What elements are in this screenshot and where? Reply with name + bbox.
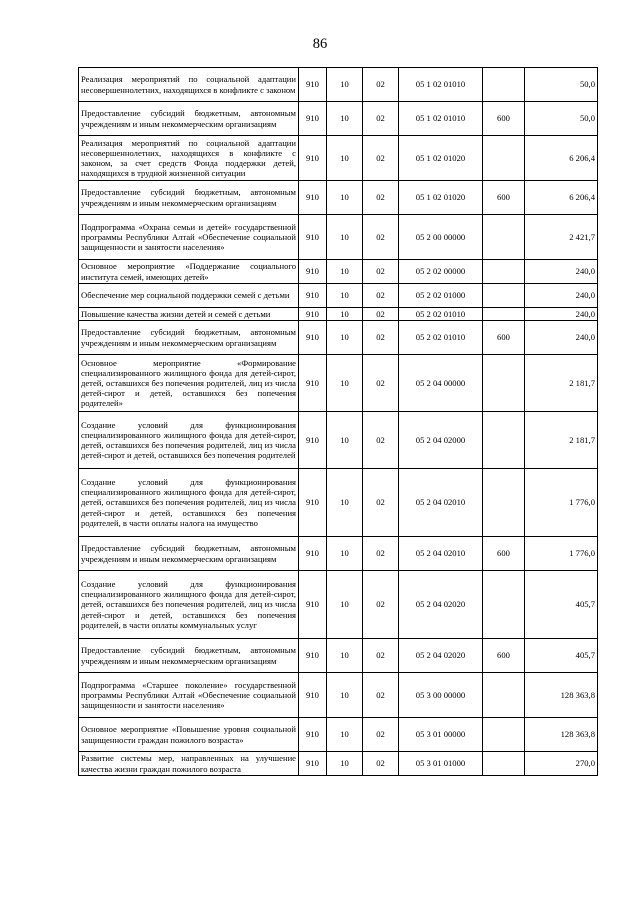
subsection-code: 02 bbox=[363, 355, 399, 412]
table-row bbox=[79, 102, 598, 136]
expense-type bbox=[483, 571, 525, 639]
admin-code: 910 bbox=[299, 102, 327, 136]
expense-type bbox=[483, 308, 525, 321]
subsection-code: 02 bbox=[363, 673, 399, 718]
table-row bbox=[79, 260, 598, 284]
admin-code: 910 bbox=[299, 284, 327, 308]
section-code: 10 bbox=[327, 752, 363, 776]
section-code: 10 bbox=[327, 412, 363, 469]
subsection-code: 02 bbox=[363, 284, 399, 308]
amount: 240,0 bbox=[525, 321, 598, 355]
subsection-code: 02 bbox=[363, 469, 399, 537]
expense-type bbox=[483, 215, 525, 260]
subsection-code: 02 bbox=[363, 215, 399, 260]
table-row bbox=[79, 752, 598, 776]
admin-code: 910 bbox=[299, 321, 327, 355]
amount: 6 206,4 bbox=[525, 136, 598, 181]
amount: 2 421,7 bbox=[525, 215, 598, 260]
section-code: 10 bbox=[327, 537, 363, 571]
admin-code: 910 bbox=[299, 355, 327, 412]
row-name: Обеспечение мер социальной поддержки семей с детьми bbox=[79, 284, 299, 308]
section-code: 10 bbox=[327, 181, 363, 215]
section-code: 10 bbox=[327, 571, 363, 639]
amount: 128 363,8 bbox=[525, 673, 598, 718]
table-row bbox=[79, 469, 598, 537]
admin-code: 910 bbox=[299, 260, 327, 284]
row-name: Основное мероприятие «Поддержание социального института семей, имеющих детей» bbox=[79, 260, 299, 284]
admin-code: 910 bbox=[299, 412, 327, 469]
section-code: 10 bbox=[327, 639, 363, 673]
table-row bbox=[79, 284, 598, 308]
row-name: Создание условий для функционирования специализированного жилищного фонда для детей-сирот, детей, оставшихся без попечения родителей, лиц из числа детей-сирот и детей, оставшихся без попечения родителей bbox=[79, 412, 299, 469]
budget-table bbox=[78, 67, 598, 776]
subsection-code: 02 bbox=[363, 412, 399, 469]
target-code: 05 2 02 01010 bbox=[399, 321, 483, 355]
admin-code: 910 bbox=[299, 136, 327, 181]
target-code: 05 1 02 01010 bbox=[399, 102, 483, 136]
row-name: Подпрограмма «Охрана семьи и детей» государственной программы Республики Алтай «Обеспечение социальной защищенности и занятости населения» bbox=[79, 215, 299, 260]
expense-type bbox=[483, 412, 525, 469]
expense-type bbox=[483, 260, 525, 284]
subsection-code: 02 bbox=[363, 136, 399, 181]
expense-type: 600 bbox=[483, 321, 525, 355]
expense-type bbox=[483, 68, 525, 102]
row-name: Предоставление субсидий бюджетным, автономным учреждениям и иным некоммерческим организациям bbox=[79, 639, 299, 673]
row-name: Реализация мероприятий по социальной адаптации несовершеннолетних, находящихся в конфликте с законом bbox=[79, 68, 299, 102]
admin-code: 910 bbox=[299, 673, 327, 718]
section-code: 10 bbox=[327, 355, 363, 412]
row-name: Развитие системы мер, направленных на улучшение качества жизни граждан пожилого возраста bbox=[79, 752, 299, 776]
section-code: 10 bbox=[327, 284, 363, 308]
row-name: Предоставление субсидий бюджетным, автономным учреждениям и иным некоммерческим организациям bbox=[79, 181, 299, 215]
section-code: 10 bbox=[327, 215, 363, 260]
admin-code: 910 bbox=[299, 181, 327, 215]
target-code: 05 2 04 02010 bbox=[399, 537, 483, 571]
admin-code: 910 bbox=[299, 469, 327, 537]
subsection-code: 02 bbox=[363, 639, 399, 673]
table-row bbox=[79, 355, 598, 412]
target-code: 05 2 02 01000 bbox=[399, 284, 483, 308]
target-code: 05 3 00 00000 bbox=[399, 673, 483, 718]
table-row bbox=[79, 412, 598, 469]
table-row bbox=[79, 308, 598, 321]
section-code: 10 bbox=[327, 136, 363, 181]
amount: 240,0 bbox=[525, 284, 598, 308]
amount: 50,0 bbox=[525, 102, 598, 136]
amount: 1 776,0 bbox=[525, 537, 598, 571]
table-row bbox=[79, 673, 598, 718]
row-name: Повышение качества жизни детей и семей с детьми bbox=[79, 308, 299, 321]
table-row bbox=[79, 321, 598, 355]
table-row bbox=[79, 68, 598, 102]
section-code: 10 bbox=[327, 260, 363, 284]
amount: 2 181,7 bbox=[525, 355, 598, 412]
target-code: 05 2 00 00000 bbox=[399, 215, 483, 260]
page-number: 86 bbox=[312, 36, 328, 52]
row-name: Реализация мероприятий по социальной адаптации несовершеннолетних, находящихся в конфликте с законом, за счет средств Фонда поддержки детей, находящихся в трудной жизненной ситуации bbox=[79, 136, 299, 181]
amount: 128 363,8 bbox=[525, 718, 598, 752]
row-name: Создание условий для функционирования специализированного жилищного фонда для детей-сирот, детей, оставшихся без попечения родителей, лиц из числа детей-сирот и детей, оставшихся без попечения родителей, в части оплаты налога на имущество bbox=[79, 469, 299, 537]
target-code: 05 2 04 02020 bbox=[399, 639, 483, 673]
admin-code: 910 bbox=[299, 718, 327, 752]
row-name: Предоставление субсидий бюджетным, автономным учреждениям и иным некоммерческим организациям bbox=[79, 102, 299, 136]
row-name: Основное мероприятие «Формирование специализированного жилищного фонда для детей-сирот, детей, оставшихся без попечения родителей, лиц из числа детей-сирот и детей, оставшихся без попечения родителей» bbox=[79, 355, 299, 412]
target-code: 05 2 04 02000 bbox=[399, 412, 483, 469]
amount: 405,7 bbox=[525, 639, 598, 673]
amount: 240,0 bbox=[525, 308, 598, 321]
table-row bbox=[79, 571, 598, 639]
row-name: Предоставление субсидий бюджетным, автономным учреждениям и иным некоммерческим организациям bbox=[79, 537, 299, 571]
target-code: 05 2 04 02020 bbox=[399, 571, 483, 639]
subsection-code: 02 bbox=[363, 537, 399, 571]
table-row bbox=[79, 181, 598, 215]
admin-code: 910 bbox=[299, 308, 327, 321]
target-code: 05 2 04 00000 bbox=[399, 355, 483, 412]
expense-type bbox=[483, 136, 525, 181]
subsection-code: 02 bbox=[363, 181, 399, 215]
section-code: 10 bbox=[327, 68, 363, 102]
amount: 6 206,4 bbox=[525, 181, 598, 215]
section-code: 10 bbox=[327, 673, 363, 718]
subsection-code: 02 bbox=[363, 752, 399, 776]
target-code: 05 1 02 01020 bbox=[399, 181, 483, 215]
subsection-code: 02 bbox=[363, 308, 399, 321]
admin-code: 910 bbox=[299, 68, 327, 102]
subsection-code: 02 bbox=[363, 718, 399, 752]
row-name: Подпрограмма «Старшее поколение» государственной программы Республики Алтай «Обеспечение социальной защищенности и занятости населения» bbox=[79, 673, 299, 718]
row-name: Создание условий для функционирования специализированного жилищного фонда для детей-сирот, детей, оставшихся без попечения родителей, лиц из числа детей-сирот и детей, оставшихся без попечения родителей, в части оплаты коммунальных услуг bbox=[79, 571, 299, 639]
section-code: 10 bbox=[327, 718, 363, 752]
expense-type bbox=[483, 469, 525, 537]
row-name: Основное мероприятие «Повышение уровня социальной защищенности граждан пожилого возраста» bbox=[79, 718, 299, 752]
table-row bbox=[79, 639, 598, 673]
expense-type bbox=[483, 718, 525, 752]
amount: 50,0 bbox=[525, 68, 598, 102]
admin-code: 910 bbox=[299, 571, 327, 639]
expense-type: 600 bbox=[483, 102, 525, 136]
target-code: 05 2 02 00000 bbox=[399, 260, 483, 284]
expense-type bbox=[483, 284, 525, 308]
expense-type bbox=[483, 355, 525, 412]
section-code: 10 bbox=[327, 321, 363, 355]
section-code: 10 bbox=[327, 308, 363, 321]
expense-type: 600 bbox=[483, 639, 525, 673]
expense-type: 600 bbox=[483, 537, 525, 571]
target-code: 05 1 02 01010 bbox=[399, 68, 483, 102]
row-name: Предоставление субсидий бюджетным, автономным учреждениям и иным некоммерческим организациям bbox=[79, 321, 299, 355]
amount: 2 181,7 bbox=[525, 412, 598, 469]
section-code: 10 bbox=[327, 469, 363, 537]
admin-code: 910 bbox=[299, 639, 327, 673]
target-code: 05 2 04 02010 bbox=[399, 469, 483, 537]
subsection-code: 02 bbox=[363, 260, 399, 284]
target-code: 05 1 02 01020 bbox=[399, 136, 483, 181]
admin-code: 910 bbox=[299, 215, 327, 260]
amount: 240,0 bbox=[525, 260, 598, 284]
amount: 405,7 bbox=[525, 571, 598, 639]
expense-type: 600 bbox=[483, 181, 525, 215]
table-row bbox=[79, 215, 598, 260]
target-code: 05 3 01 00000 bbox=[399, 718, 483, 752]
amount: 270,0 bbox=[525, 752, 598, 776]
amount: 1 776,0 bbox=[525, 469, 598, 537]
subsection-code: 02 bbox=[363, 571, 399, 639]
subsection-code: 02 bbox=[363, 68, 399, 102]
section-code: 10 bbox=[327, 102, 363, 136]
subsection-code: 02 bbox=[363, 321, 399, 355]
subsection-code: 02 bbox=[363, 102, 399, 136]
admin-code: 910 bbox=[299, 537, 327, 571]
expense-type bbox=[483, 673, 525, 718]
table-row bbox=[79, 537, 598, 571]
table-row bbox=[79, 718, 598, 752]
target-code: 05 2 02 01010 bbox=[399, 308, 483, 321]
table-row bbox=[79, 136, 598, 181]
expense-type bbox=[483, 752, 525, 776]
admin-code: 910 bbox=[299, 752, 327, 776]
target-code: 05 3 01 01000 bbox=[399, 752, 483, 776]
